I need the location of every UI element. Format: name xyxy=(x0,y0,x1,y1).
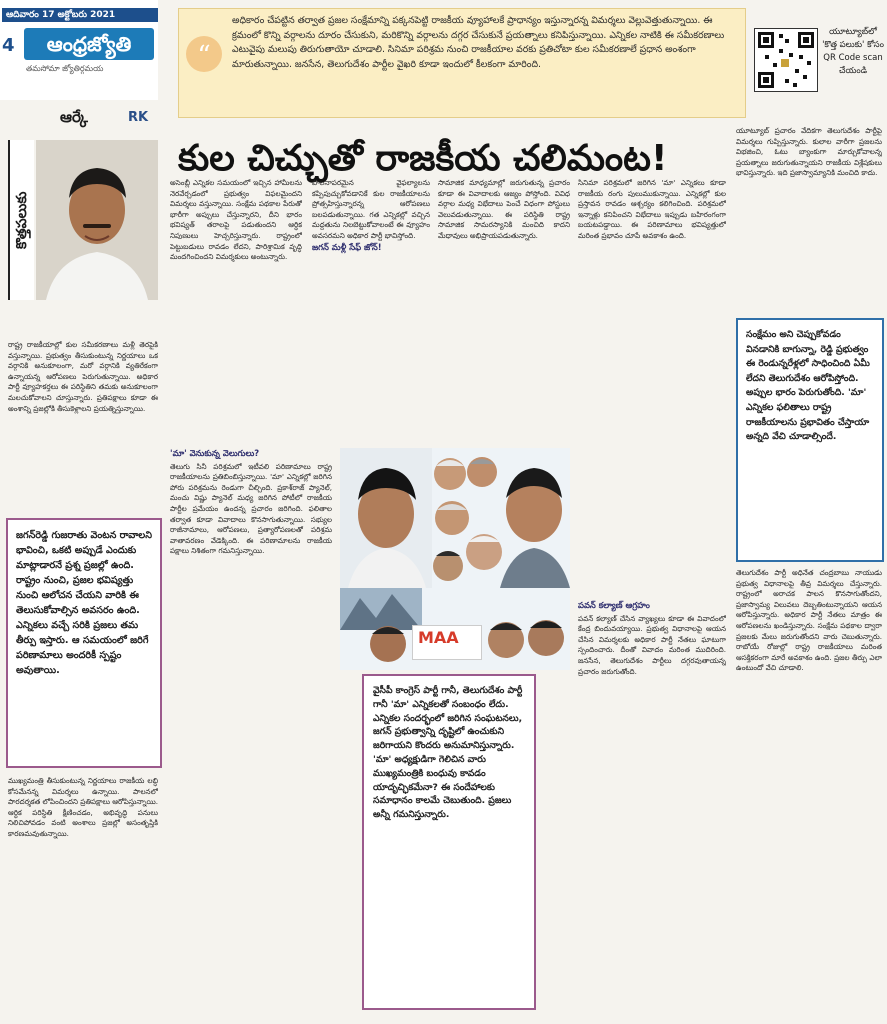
page-number: 4 xyxy=(2,35,15,56)
pull-quote-center: వైసీపీ కాంగ్రెస్ పార్టీ గానీ, తెలుగుదేశం పార్టీ గానీ 'మా' ఎన్నికలతో సంబంధం లేదు. ఎన్నికల సందర్భంలో జరిగిన సంఘటనలు, జగన్ ప్రభుత్వాన్ని దృష్టిలో ఉంచుకుని జరిగాయని కొందరు అనుమానిస్తున్నారు. 'మా' అధ్యక్షుడిగా గెలిచిన వారు ముఖ్యమంత్రికి బంధువు కావడం యాదృచ్ఛికమేనా? ఈ సందేహాలకు సమాధానం కాలమే చెబుతుంది. ప్రజలు అన్నీ గమనిస్తున్నారు. xyxy=(362,674,536,1010)
pull-quote-right: సంక్షేమం అని చెప్పుకోవడం వినడానికి బాగున్నా, రెడ్డి ప్రభుత్వం ఈ రెండున్నరేళ్లలో సాధించింది ఏమీ లేదని తెలుగుదేశం ఆరోపిస్తోంది. అప్పుల భారం పెరుగుతోంది. 'మా' ఎన్నికల ఫలితాలు రాష్ట్ర రాజకీయాలను ప్రభావితం చేస్తాయా అన్నది వేచి చూడాల్సిందే. xyxy=(736,318,884,562)
qr-code-icon[interactable] xyxy=(754,28,818,92)
issue-date: ఆదివారం 17 అక్టోబరు 2021 xyxy=(2,8,158,22)
author-initials: RK xyxy=(128,110,149,125)
subhead-col4b: పవన్ కల్యాణ్ ఆగ్రహం xyxy=(578,600,650,610)
article-text-right-bottom: తెలుగుదేశం పార్టీ అధినేత చంద్రబాబు నాయుడు ప్రభుత్వ విధానాలపై తీవ్ర విమర్శలు చేస్తున్నారు. రాష్ట్రంలో అరాచక పాలన కొనసాగుతోందని, ప్రజాస్వామ్య విలువలు దెబ్బతింటున్నాయని ఆయన ఆరోపిస్తున్నారు. అధికార పార్టీ నేతలు మాత్రం ఈ ఆరోపణలను ఖండిస్తున్నారు. సంక్షేమ పథకాల ద్వారా ప్రజలకు మేలు జరుగుతోందని వారు చెబుతున్నారు. రాబోయే రోజుల్లో రాష్ట్ర రాజకీయాలు మరింత ఆసక్తికరంగా మారే అవకాశం ఉంది. ప్రజల తీర్పు ఎలా ఉంటుందో వేచి చూడాలి. xyxy=(736,568,882,673)
article-text-col2: అసెంబ్లీ ఎన్నికల సమయంలో ఇచ్చిన హామీలను నెరవేర్చడంలో ప్రభుత్వం విఫలమైందని విమర్శలు వస్తున్నాయి. సంక్షేమ పథకాల పేరుతో భారీగా అప్పులు చేస్తున్నారని, దీని భారం భవిష్యత్ తరాలపై పడుతుందని ఆర్థిక నిపుణులు హెచ్చరిస్తున్నారు. రాష్ట్రంలో పెట్టుబడులు రావడం లేదని, పారిశ్రామిక వృద్ధి మందగించిందని విమర్శకులు అంటున్నారు. xyxy=(170,178,302,262)
article-text-col5: సినిమా పరిశ్రమలో జరిగిన 'మా' ఎన్నికలు కూడా రాజకీయ రంగు పులుముకున్నాయి. ఎన్నికల్లో కుల ప్రస్తావన రావడం ఆశ్చర్యం కలిగించింది. పరిశ్రమలో ఇన్నాళ్లు కనిపించని విభేదాలు ఇప్పుడు బహిరంగంగా బయటపడ్డాయి. ఈ పరిణామాలు భవిష్యత్తులో మరింత ప్రభావం చూపే అవకాశం ఉంది. xyxy=(578,178,726,240)
article-text-left-bottom: ముఖ్యమంత్రి తీసుకుంటున్న నిర్ణయాలు రాజకీయ లబ్ధి కోసమేనన్న విమర్శలు ఉన్నాయి. పాలనలో పారదర్శకత లోపించిందని ప్రతిపక్షాలు ఆరోపిస్తున్నాయి. ఆర్థిక పరిస్థితి క్షీణించడం, అభివృద్ధి పనులు నిలిచిపోవడం వంటి అంశాలు ప్రజల్లో అసంతృప్తికి కారణమవుతున్నాయి. xyxy=(8,776,158,838)
article-text-right-top: యూట్యూబ్ ప్రచారం వేదికగా తెలుగుదేశం పార్టీపై విమర్శలు గుప్పిస్తున్నారు. కులాల వారీగా ప్రజలను విభజించి, ఓటు బ్యాంకుగా మార్చుకోవాలన్న ప్రయత్నాలు జరుగుతున్నాయని రాజకీయ విశ్లేషకులు భావిస్తున్నారు. ఇది ప్రజాస్వామ్యానికి మంచిది కాదు. xyxy=(736,126,882,178)
article-text-col2b-body: తెలుగు సినీ పరిశ్రమలో ఇటీవలి పరిణామాలు రాష్ట్ర రాజకీయాలను ప్రతిబింబిస్తున్నాయి. 'మా' ఎన్నికల్లో జరిగిన పోరు పరిశ్రమను రెండుగా చీల్చింది. ప్రకాశ్‌రాజ్ ప్యానెల్, మంచు విష్ణు ప్యానెల్ మధ్య జరిగిన పోటీలో రాజకీయ పార్టీల ప్రమేయం ఉందన్న ప్రచారం జరిగింది. ఫలితాల తర్వాత కూడా వివాదాలు కొనసాగుతున్నాయి. సభ్యుల రాజీనామాలు, ఆరోపణలు, ప్రత్యారోపణలతో పరిశ్రమ వాతావరణం వేడెక్కింది. ఈ పరిణామాలను రాజకీయ పక్షాలు నిశితంగా గమనిస్తున్నాయి. xyxy=(170,461,332,556)
subhead-col2b: 'మా' వెనుకున్న వెలుగులు? xyxy=(170,448,260,458)
column-title: కొత్తపలుకు xyxy=(8,140,34,300)
intro-text: అధికారం చేపట్టిన తర్వాత ప్రజల సంక్షేమాన్ని పక్కనపెట్టి రాజకీయ వ్యూహాలకే ప్రాధాన్యం ఇస్తున్నారన్న విమర్శలు వెల్లువెత్తుతున్నాయి. ఈ క్రమంలో కొన్ని వర్గాలను దూరం చేసుకుని, మరికొన్ని వర్గాలను దగ్గర చేసుకునే ప్రయత్నాలు కనిపిస్తున్నాయి. ఎన్నికల నాటికి ఈ సమీకరణాలు ఎటువైపు మలుపు తిరుగుతాయో చూడాలి. సినిమా పరిశ్రమ నుంచి రాజకీయాల వరకు ప్రతిచోటా కుల సమీకరణాలే ప్రధాన అంశంగా మారుతున్నాయి. జనసేన, తెలుగుదేశం పార్టీల వైఖరి కూడా ఇందులో కీలకంగా మారింది. xyxy=(232,15,725,70)
article-text-col5-bottom xyxy=(578,600,726,1022)
pull-quote-left: జగన్‌రెడ్డి గుజరాతు వెంటన రావాలని భావించి, ఒకటి అప్పుడే ఎందుకు మాట్లాడారనే ప్రశ్న ప్రజల్లో ఉంది. రాష్ట్రం నుంచి, ప్రజల భవిష్యత్తు నుంచి ఆలోచన చేయని వారికి ఈ తెలుసుకోవాల్సిన అవసరం ఉంది. ఎన్నికలు వచ్చే సరికి ప్రజలు తమ తీర్పు ఇస్తారు. ఆ సమయంలో జరిగే పరిణామాలు అందరికీ స్పష్టం అవుతాయి. xyxy=(6,518,162,768)
article-text-col4b-body: పవన్ కల్యాణ్ చేసిన వ్యాఖ్యలు కూడా ఈ వివాదంలో కేంద్ర బిందువయ్యాయి. ప్రభుత్వ విధానాలపై ఆయన చేసిన విమర్శలకు అధికార పార్టీ నేతలు ఘాటుగా స్పందించారు. దీంతో వివాదం మరింత ముదిరింది. జనసేన, తెలుగుదేశం పార్టీలు దగ్గరవుతాయన్న ప్రచారం జరుగుతోంది. xyxy=(578,613,726,676)
author-photo xyxy=(36,140,158,300)
maa-logo-text: MAA xyxy=(418,628,459,647)
newspaper-tagline: తమసోమా జ్యోతిర్గమయ xyxy=(26,64,104,73)
article-text-col3-body: పాలనాపరమైన వైఫల్యాలను కప్పిపుచ్చుకోవడానికే కుల రాజకీయాలను ప్రోత్సహిస్తున్నారన్న ఆరోపణలు బలపడుతున్నాయి. గత ఎన్నికల్లో వచ్చిన మద్దతును నిలబెట్టుకోవాలంటే ఈ వ్యూహం అవసరమని అధికార పార్టీ భావిస్తోంది. xyxy=(312,178,430,240)
article-text-left: రాష్ట్ర రాజకీయాల్లో కుల సమీకరణాలు మళ్లీ తెరపైకి వస్తున్నాయి. ప్రభుత్వం తీసుకుంటున్న నిర్ణయాలు ఒక వర్గానికి అనుకూలంగా, మరో వర్గానికి వ్యతిరేకంగా ఉన్నాయన్న ఆరోపణలు పెరుగుతున్నాయి. అధికార పార్టీ వ్యూహకర్తలు ఈ పరిస్థితిని తమకు అనుకూలంగా మలచుకోవాలని చూస్తున్నారు. ప్రతిపక్షాలు కూడా ఈ అంశాన్ని ప్రజల్లోకి తీసుకెళ్లాలని ప్రయత్నిస్తున్నాయి. xyxy=(8,340,158,413)
article-text-col2-bottom xyxy=(170,448,332,1022)
quote-icon: “ xyxy=(186,36,222,72)
subhead-col3: జగన్ మళ్లీ సేఫ్ జోన్! xyxy=(312,241,382,252)
article-text-col3 xyxy=(312,178,430,448)
newspaper-logo: ఆంధ్రజ్యోతి xyxy=(24,28,154,60)
headline: కుల చిచ్చుతో రాజకీయ చలిమంట! xyxy=(178,138,668,179)
qr-caption: యూట్యూబ్‌లో 'కొత్త పలుకు' కోసం QR Code scan చేయండి xyxy=(822,27,884,76)
author-name: ఆర్కే xyxy=(60,108,88,126)
article-text-col4: సామాజిక మాధ్యమాల్లో జరుగుతున్న ప్రచారం కూడా ఈ వివాదాలకు ఆజ్యం పోస్తోంది. వివిధ వర్గాల మధ్య విభేదాలు పెంచే విధంగా పోస్టులు వెలువడుతున్నాయి. ఈ పరిస్థితి రాష్ట్ర సామాజిక సామరస్యానికి మంచిది కాదని మేధావులు అభిప్రాయపడుతున్నారు. xyxy=(438,178,570,240)
